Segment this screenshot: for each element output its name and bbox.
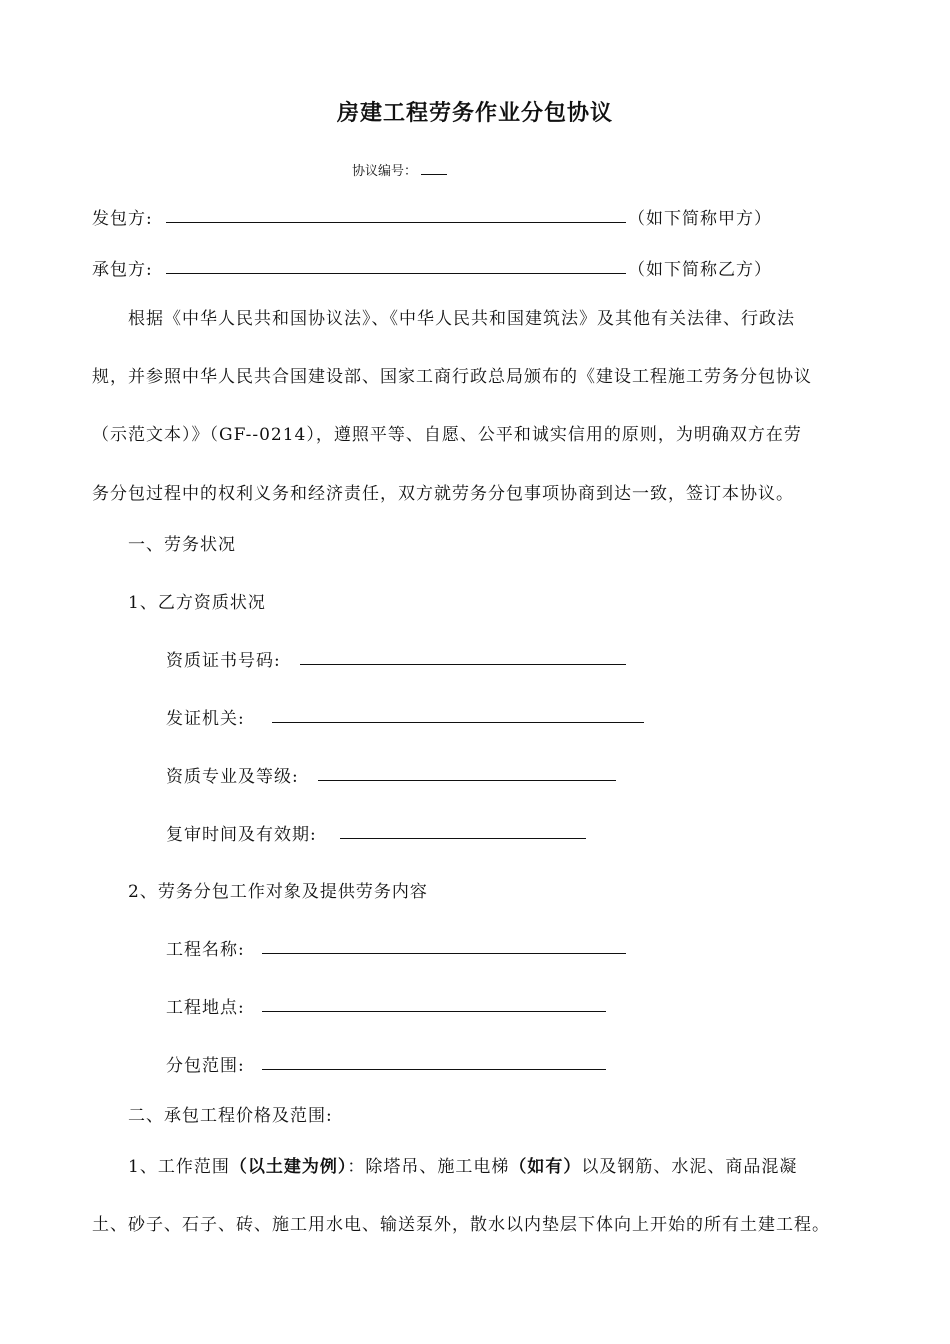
scope-text: ：除塔吊、施工电梯: [347, 1157, 510, 1177]
intro-line: （示范文本）》（GF--0214），遵照平等、自愿、公平和诚实信用的原则，为明确双方在劳: [92, 425, 802, 445]
party-a-suffix: （如下简称甲方）: [628, 209, 772, 229]
agreement-number-label: 协议编号：: [352, 164, 418, 179]
cert-number-label: 资质证书号码:: [166, 651, 281, 671]
project-name-label: 工程名称:: [166, 940, 245, 960]
section-heading: 二、承包工程价格及范围:: [128, 1106, 333, 1126]
project-site-blank: [262, 1011, 606, 1012]
project-name-blank: [262, 953, 626, 954]
review-blank: [340, 838, 586, 839]
scope-text: 以及钢筋、水泥、商品混凝: [581, 1157, 798, 1177]
intro-line: 规，并参照中华人民共合国建设部、国家工商行政总局颁布的《建设工程施工劳务分包协议: [92, 367, 812, 387]
scope-bold-text: （如有）: [509, 1157, 582, 1177]
scope-label: 分包范围:: [166, 1056, 245, 1076]
party-a-blank: [166, 222, 626, 223]
party-b-suffix: （如下简称乙方）: [628, 260, 772, 280]
agreement-number: [352, 160, 447, 179]
scope-text: 1、工作范围: [128, 1157, 230, 1177]
scope-blank: [262, 1069, 606, 1070]
issuer-blank: [272, 722, 644, 723]
party-b-blank: [166, 273, 626, 274]
scope-paragraph-line: [128, 1152, 797, 1177]
document-title: 房建工程劳务作业分包协议: [336, 101, 613, 126]
intro-line: 务分包过程中的权利义务和经济责任，双方就劳务分包事项协商到达一致，签订本协议。: [92, 484, 794, 504]
review-label: 复审时间及有效期:: [166, 825, 317, 845]
scope-bold-text: （以土建为例）: [229, 1157, 348, 1177]
subsection-heading: 1、乙方资质状况: [128, 593, 266, 613]
party-b-label: 承包方:: [92, 260, 153, 280]
agreement-number-blank: [421, 162, 447, 175]
section-heading: 一、劳务状况: [128, 535, 236, 555]
intro-line: 根据《中华人民共和国协议法》、《中华人民共和国建筑法》及其他有关法律、行政法: [128, 309, 795, 329]
issuer-label: 发证机关:: [166, 709, 245, 729]
scope-paragraph-line: 土、砂子、石子、砖、施工用水电、输送泵外，散水以内垫层下体向上开始的所有土建工程。: [92, 1215, 830, 1235]
subsection-heading: 2、劳务分包工作对象及提供劳务内容: [128, 882, 428, 902]
specialty-blank: [318, 780, 616, 781]
project-site-label: 工程地点:: [166, 998, 245, 1018]
specialty-label: 资质专业及等级:: [166, 767, 299, 787]
party-a-label: 发包方:: [92, 209, 153, 229]
cert-number-blank: [300, 664, 626, 665]
